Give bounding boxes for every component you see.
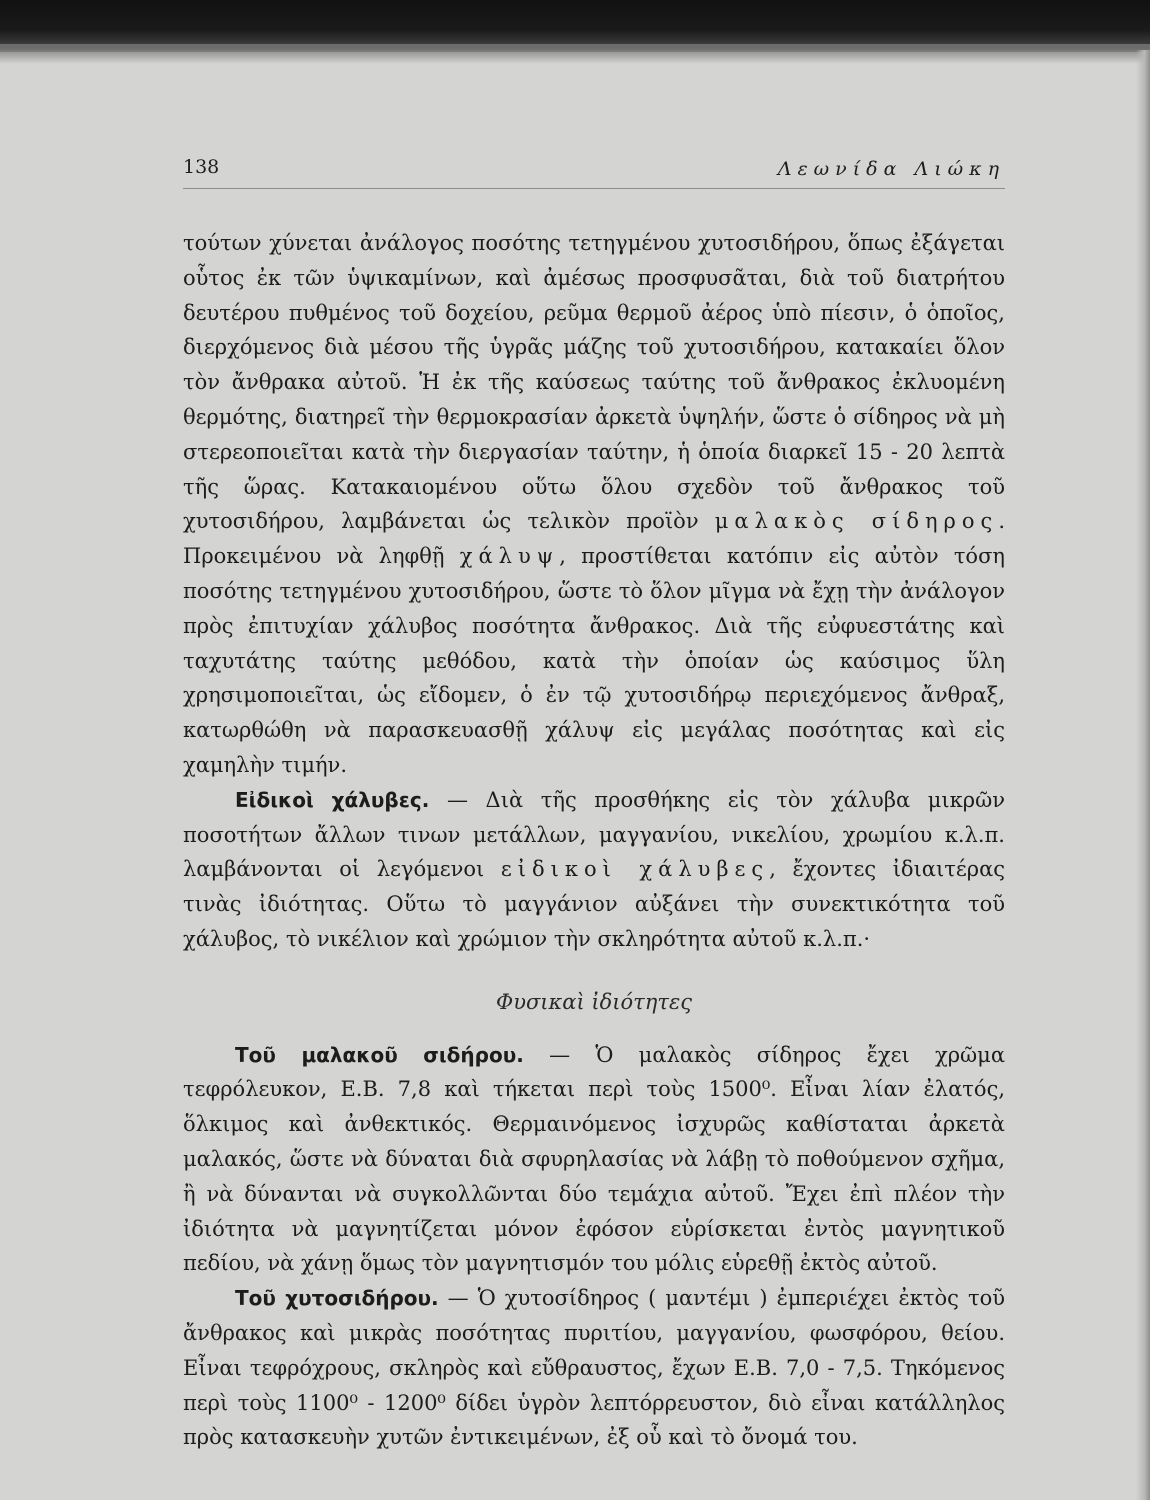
section-lead-soft-iron: Τοῦ μαλακοῦ σιδήρου. <box>235 1042 524 1067</box>
term-soft-iron: μαλακὸς σίδηρος <box>714 509 999 534</box>
page-number: 138 <box>183 156 220 178</box>
running-head: Λεωνίδα Λιώκη <box>777 158 1005 180</box>
term-special-steels: εἰδικοὶ χάλυβες <box>500 857 770 882</box>
paragraph-1-text-a: τούτων χύνεται ἀνάλογος ποσότης τετηγμένου χυτοσιδήρου, ὅπως ἐξάγεται οὗτος ἐκ τῶν ὑψικαμίνων, καὶ ἀμέσως προσφυσᾶται, διὰ τοῦ διατρήτου δευτέρου πυθμένος τοῦ δοχείου, ρεῦμα θερμοῦ ἀέρος ὑπὸ πίεσιν, ὁ ὁποῖος, διερχόμενος διὰ μέσου τῆς ὑγρᾶς μάζης τοῦ χυτοσιδήρου, κατακαίει ὅλον τὸν ἄνθρακα αὐτοῦ. Ἡ ἐκ τῆς καύσεως ταύτης τοῦ ἄνθρακος ἐκλυομένη θερμότης, διατηρεῖ τὴν θερμοκρασίαν ἀρκετὰ ὑψηλήν, ὥστε ὁ σίδηρος νὰ μὴ στερεοποιεῖται κατὰ τὴν διεργασίαν ταύτην, ἡ ὁποία διαρκεῖ 15 - 20 λεπτὰ τῆς ὥρας. Κατακαιομένου οὕτω ὅλου σχεδὸν τοῦ ἄνθρακος τοῦ χυτοσιδήρου, λαμβάνεται ὡς τελικὸν προϊὸν <box>183 231 1005 534</box>
page-body <box>183 226 1005 1455</box>
paragraph-2-text-a: — Διὰ τῆς προσθήκης εἰς τὸν χάλυβα μικρῶν ποσοτήτων ἄλλων τινων μετάλλων, μαγγανίου, νικελίου, χρωμίου κ.λ.π. λαμβάνονται οἱ λεγόμενοι <box>183 787 1005 882</box>
paragraph-2-text-b: , ἔχοντες ἰδιαιτέρας τινὰς ἰδιότητας. Οὕτω τὸ μαγγάνιον αὐξάνει τὴν συνεκτικότητα τοῦ χάλυβος, τὸ νικέλιον καὶ χρώμιον τὴν σκληρότητα αὐτοῦ κ.λ.π.· <box>183 857 1006 951</box>
paragraph-special-steels <box>183 783 1005 957</box>
section-lead-special-steels: Εἰδικοὶ χάλυβες. <box>235 787 430 812</box>
scan-top-fade <box>0 44 1150 64</box>
section-lead-cast-iron: Τοῦ χυτοσιδήρου. <box>235 1286 439 1311</box>
paragraph-cast-iron <box>183 1281 1005 1455</box>
term-steel: χάλυψ <box>459 544 560 569</box>
paragraph-soft-iron <box>183 1038 1005 1282</box>
paragraph-1-text-b: . Προκειμένου νὰ ληφθῇ <box>183 509 1005 569</box>
paragraph-3-text: — Ὁ μαλακὸς σίδηρος ἔχει χρῶμα τεφρόλευκον, Ε.Β. 7,8 καὶ τήκεται περὶ τοὺς 1500⁰. Εἶναι λίαν ἐλατός, ὅλκιμος καὶ ἀνθεκτικός. Θερμαινόμενος ἰσχυρῶς καθίσταται ἀρκετὰ μαλακός, ὥστε νὰ δύναται διὰ σφυρηλασίας νὰ λάβῃ τὸ ποθούμενον σχῆμα, ἢ νὰ δύνανται νὰ συγκολλῶνται δύο τεμάχια αὐτοῦ. Ἔχει ἐπὶ πλέον τὴν ἰδιότητα νὰ μαγνητίζεται μόνον ἐφόσον εὑρίσκεται ἐντὸς μαγνητικοῦ πεδίου, νὰ χάνῃ ὅμως τὸν μαγνητισμόν του μόλις εὑρεθῇ ἐκτὸς αὐτοῦ. <box>183 1042 1006 1276</box>
scan-right-edge <box>1136 50 1150 1500</box>
paragraph-1 <box>183 226 1005 783</box>
paragraph-1-text-c: , προστίθεται κατόπιν εἰς αὐτὸν τόση ποσότης τετηγμένου χυτοσιδήρου, ὥστε τὸ ὅλον μῖγμα νὰ ἔχῃ τὴν ἀνάλογον πρὸς ἐπιτυχίαν χάλυβος ποσότητα ἄνθρακος. Διὰ τῆς εὐφυεστάτης καὶ ταχυτάτης ταύτης μεθόδου, κατὰ τὴν ὁποίαν ὡς καύσιμος ὕλη χρησιμοποιεῖται, ὡς εἴδομεν, ὁ ἐν τῷ χυτοσιδήρῳ περιεχόμενος ἄνθραξ, κατωρθώθη νὰ παρασκευασθῇ χάλυψ εἰς μεγάλας ποσότητας καὶ εἰς χαμηλὴν τιμήν. <box>183 544 1005 777</box>
paragraph-4-text: — Ὁ χυτοσίδηρος ( μαντέμι ) ἐμπεριέχει ἐκτὸς τοῦ ἄνθρακος καὶ μικρὰς ποσότητας πυριτίου, μαγγανίου, φωσφόρου, θείου. Εἶναι τεφρόχρους, σκληρὸς καὶ εὔθραυστος, ἔχων Ε.Β. 7,0 - 7,5. Τηκόμενος περὶ τοὺς 1100⁰ - 1200⁰ δίδει ὑγρὸν λεπτόρρευστον, διὸ εἶναι κατάλληλος πρὸς κατασκευὴν χυτῶν ἐντικειμένων, ἐξ οὗ καὶ τὸ ὄνομά του. <box>183 1286 1005 1450</box>
page-header <box>183 154 1005 189</box>
subheading-physical-properties: Φυσικαὶ ἰδιότητες <box>495 989 692 1014</box>
